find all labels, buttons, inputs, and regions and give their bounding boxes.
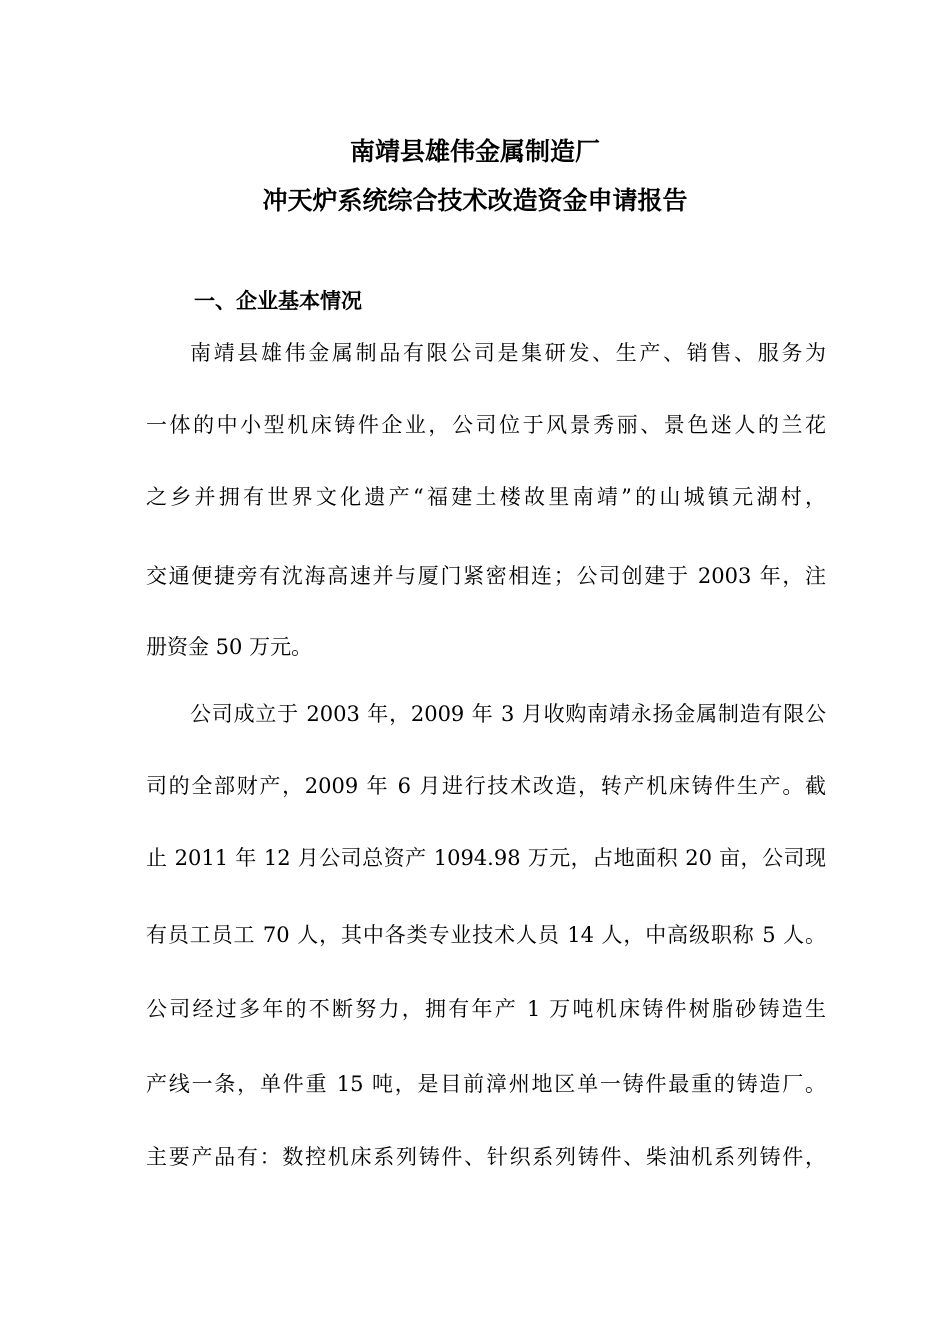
document-title-report: 冲天炉系统综合技术改造资金申请报告 xyxy=(262,186,688,215)
paragraph-line: 交通便捷旁有沈海高速并与厦门紧密相连；公司创建于 2003 年，注 xyxy=(146,564,826,588)
document-title-company: 南靖县雄伟金属制造厂 xyxy=(349,137,600,166)
paragraph-line: 册资金 50 万元。 xyxy=(146,635,313,659)
paragraph-line: 产线一条，单件重 15 吨，是目前漳州地区单一铸件最重的铸造厂。 xyxy=(146,1072,826,1096)
paragraph-line: 一体的中小型机床铸件企业，公司位于风景秀丽、景色迷人的兰花 xyxy=(146,413,826,437)
paragraph-line: 之乡并拥有世界文化遗产“福建土楼故里南靖”的山城镇元湖村， xyxy=(146,485,826,509)
paragraph-line: 司的全部财产，2009 年 6 月进行技术改造，转产机床铸件生产。截 xyxy=(146,774,826,798)
paragraph-line: 南靖县雄伟金属制品有限公司是集研发、生产、销售、服务为 xyxy=(190,341,826,365)
paragraph-line: 止 2011 年 12 月公司总资产 1094.98 万元，占地面积 20 亩，公司现 xyxy=(146,846,826,870)
paragraph-line: 主要产品有：数控机床系列铸件、针织系列铸件、柴油机系列铸件， xyxy=(146,1145,826,1169)
paragraph-line: 公司经过多年的不断努力，拥有年产 1 万吨机床铸件树脂砂铸造生 xyxy=(146,997,826,1021)
paragraph-line: 公司成立于 2003 年，2009 年 3 月收购南靖永扬金属制造有限公 xyxy=(190,702,826,726)
paragraph-line: 有员工员工 70 人，其中各类专业技术人员 14 人，中高级职称 5 人。 xyxy=(146,923,826,947)
section-heading-basic-info: 一、企业基本情况 xyxy=(194,289,362,313)
